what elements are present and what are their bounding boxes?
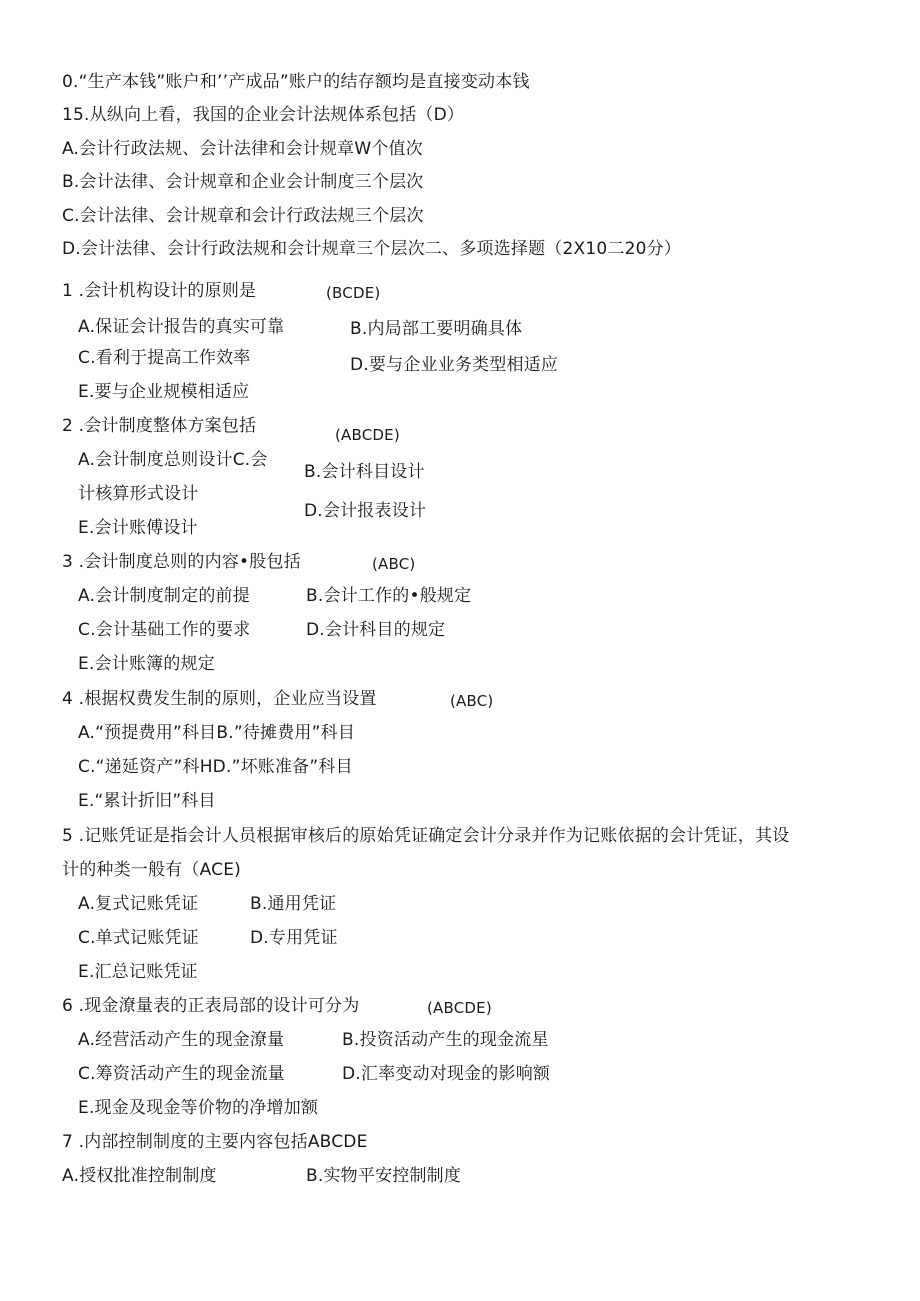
q5-stem-continued: 计的种类一般有（ACE): [62, 860, 241, 880]
q1-option-d: D.要与企业业务类型相适应: [350, 355, 559, 375]
q1-answer: (BCDE): [326, 284, 381, 302]
q5-option-d: D.专用凭证: [250, 928, 338, 948]
q3-option-e: E.会计账簿的规定: [78, 654, 215, 674]
q3-option-d: D.会计科目的规定: [306, 620, 446, 640]
line-option-d-section-heading: D.会计法律、会计行政法规和会计规章三个层次二、多项选择题（2X10二20分）: [62, 239, 682, 259]
q5-option-e: E.汇总记账凭证: [78, 962, 198, 982]
q2-option-c-continued: 计核算形式设计: [78, 484, 199, 504]
q3-option-a: A.会计制度制定的前提: [78, 586, 250, 606]
q7-option-a: A.授权批准控制制度: [62, 1166, 217, 1186]
q6-option-a: A.经营活动产生的现金潦量: [78, 1030, 285, 1050]
line-option-b: B.会计法律、会计规章和企业会计制度三个层次: [62, 172, 424, 192]
q1-stem: 1 .会计机构设计的原则是: [62, 281, 257, 301]
q2-stem: 2 .会计制度整体方案包括: [62, 416, 257, 436]
q2-answer: (ABCDE): [335, 426, 400, 444]
q5-option-b: B.通用凭证: [250, 894, 337, 914]
q6-option-d: D.汇率变动对现金的影响额: [342, 1064, 551, 1084]
line-option-c: C.会计法律、会计规章和会计行政法规三个层次: [62, 206, 424, 226]
q4-option-c-d: C.“递延资产”科HD.”坏账准备”科目: [78, 757, 353, 777]
q6-option-c: C.筹资活动产生的现金流量: [78, 1064, 285, 1084]
q7-stem: 7 .内部控制制度的主要内容包括ABCDE: [62, 1132, 368, 1152]
line-option-a: A.会计行政法规、会计法律和会计规章W个值次: [62, 139, 423, 159]
q2-option-b: B.会计科目设计: [304, 462, 425, 482]
q5-stem: 5 .记账凭证是指会计人员根据审核后的原始凭证确定会计分录并作为记账依据的会计凭证，其设: [62, 826, 790, 846]
q4-option-a-b: A.“预提费用”科目B.”待摊费用”科目: [78, 723, 356, 743]
q6-answer: (ABCDE): [427, 999, 492, 1017]
q2-option-a-c: A.会计制度总则设计C.会: [78, 450, 268, 470]
q4-option-e: E.“累计折旧”科目: [78, 791, 216, 811]
q6-option-e: E.现金及现金等价物的净增加额: [78, 1098, 319, 1118]
q3-option-c: C.会计基础工作的要求: [78, 620, 251, 640]
q4-stem: 4 .根据权费发生制的原则，企业应当设置: [62, 689, 377, 709]
q1-option-e: E.要与企业规模相适应: [78, 382, 250, 402]
q1-option-a: A.保证会计报告的真实可靠: [78, 317, 285, 337]
q1-option-c: C.看利于提高工作效率: [78, 348, 251, 368]
q1-option-b: B.内局部工要明确具体: [350, 319, 523, 339]
q4-answer: (ABC): [450, 692, 494, 710]
q3-answer: (ABC): [372, 555, 416, 573]
q5-option-c: C.单式记账凭证: [78, 928, 199, 948]
line-question-15: 15.从纵向上看，我国的企业会计法规体系包括（D）: [62, 105, 465, 125]
q2-option-d: D.会计报表设计: [304, 501, 427, 521]
q2-option-e: E.会计账傅设计: [78, 518, 198, 538]
q6-option-b: B.投资活动产生的现金流星: [342, 1030, 549, 1050]
line-statement-0: 0.“生产本钱”账户和’’产成品”账户的结存额均是直接变动本钱: [62, 72, 530, 92]
q7-option-b: B.实物平安控制制度: [306, 1166, 462, 1186]
q3-stem: 3 .会计制度总则的内容•股包括: [62, 552, 301, 572]
q5-option-a: A.复式记账凭证: [78, 894, 199, 914]
q3-option-b: B.会计工作的•般规定: [306, 586, 472, 606]
q6-stem: 6 .现金潦量表的正表局部的设计可分为: [62, 996, 360, 1016]
